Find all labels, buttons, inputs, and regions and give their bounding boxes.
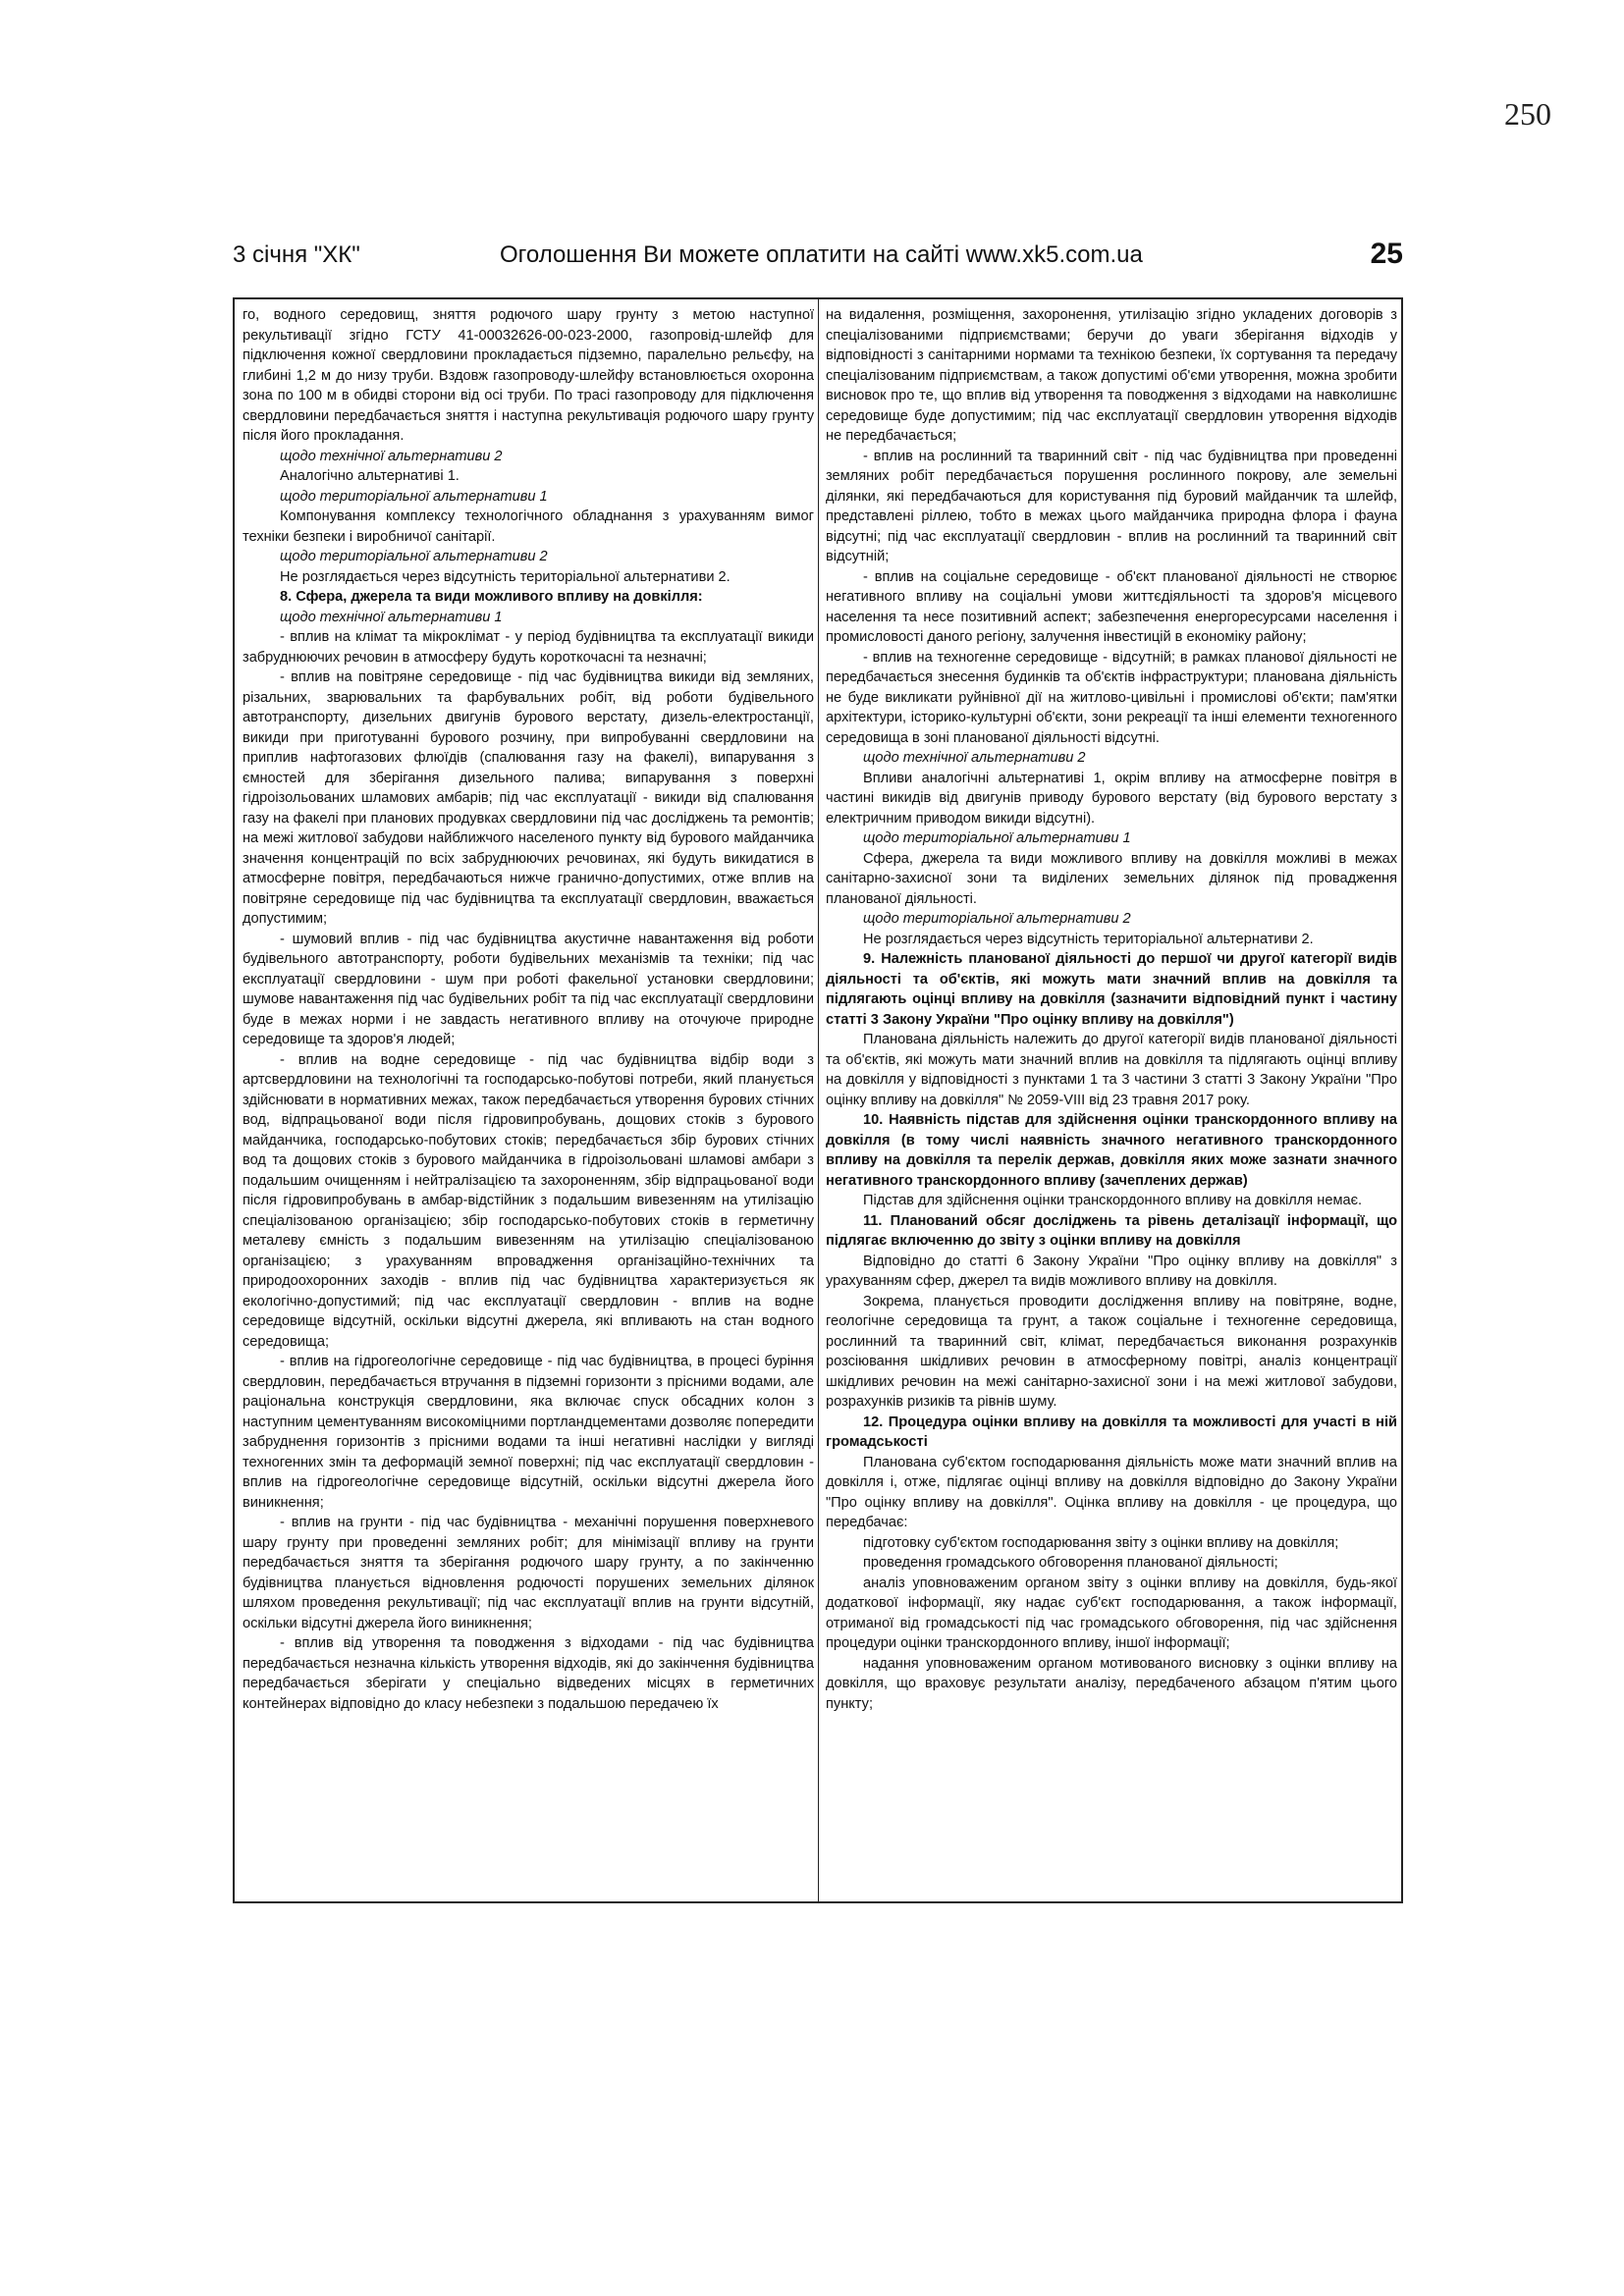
paragraph: щодо технічної альтернативи 2 bbox=[280, 448, 503, 464]
payment-notice: Оголошення Ви можете оплатити на сайті www.xk5.com.ua bbox=[500, 241, 1143, 268]
paragraph: Не розглядається через відсутність територіальної альтернативи 2. bbox=[863, 931, 1314, 947]
paragraph: Підстав для здійснення оцінки транскордонного впливу на довкілля немає. bbox=[863, 1193, 1363, 1208]
paragraph: надання уповноваженим органом мотивованого висновку з оцінки впливу на довкілля, що враховує результати аналізу, передбаченого абзацом п'ятим цього пункту; bbox=[826, 1655, 1397, 1712]
paragraph: аналіз уповноваженим органом звіту з оцінки впливу на довкілля, будь-якої додаткової інформації, яку надає суб'єкт господарювання, а також інформації, отриманої від громадськості під час громадського обговорення, під час здійснення процедури оцінки транскордонного впливу, іншої інформації; bbox=[826, 1575, 1397, 1651]
right-column bbox=[826, 305, 1397, 1714]
paragraph: Компонування комплексу технологічного обладнання з урахуванням вимог техніки безпеки і виробничої санітарії. bbox=[243, 508, 814, 545]
article-frame bbox=[233, 297, 1403, 1903]
paragraph: Відповідно до статті 6 Закону України "Про оцінку впливу на довкілля" з урахуванням сфер, джерел та видів можливого впливу на довкілля. bbox=[826, 1253, 1397, 1289]
paragraph: Планована суб'єктом господарювання діяльність може мати значний вплив на довкілля і, отже, підлягає оцінці впливу на довкілля відповідно до Закону України "Про оцінку впливу на довкілля". Оцінка впливу на довкілля - це процедура, що передбачає: bbox=[826, 1454, 1397, 1530]
paragraph: щодо технічної альтернативи 1 bbox=[280, 609, 503, 625]
paragraph: щодо територіальної альтернативи 2 bbox=[863, 911, 1131, 927]
newspaper-page-number: 25 bbox=[1370, 238, 1403, 270]
paragraph: го, водного середовищ, зняття родючого шару грунту з метою наступної рекультивації згідно ГСТУ 41-00032626-00-023-2000, газопровід-шлейф для підключення кожної свердловини прокладається підземно, паралельно рельєфу, на глибині 1,2 м до низу труби. Вздовж газопроводу-шлейфу встановлюється охоронна зона по 100 м в обидві сторони від осі труби. По трасі газопроводу для підключення свердловини передбачається зняття і наступна рекультивація родючого шару грунту після його прокладання. bbox=[243, 307, 814, 444]
paragraph: - вплив на техногенне середовище - відсутній; в рамках планової діяльності не передбачається знесення будинків та об'єктів інфраструктури; планована діяльність не буде викликати руйнівної дії на житлово-цивільні і промислові об'єкти; пам'ятки архітектури, історико-культурні об'єкти, зони рекреації та інші елементи техногенного середовища в зоні планованої діяльності відсутні. bbox=[826, 649, 1397, 746]
paragraph: - вплив від утворення та поводження з відходами - під час будівництва передбачається незначна кількість утворення відходів, які до закінчення будівництва передбачається зберігати у спеціально відведених місцях в герметичних контейнерах відповідно до класу небезпеки з подальшою передачею їх bbox=[243, 1635, 814, 1712]
paragraph: 11. Планований обсяг досліджень та рівень деталізації інформації, що підлягає включенню до звіту з оцінки впливу на довкілля bbox=[826, 1212, 1397, 1249]
paragraph: 10. Наявність підстав для здійснення оцінки транскордонного впливу на довкілля (в тому числі наявність значного негативного транскордонного впливу на довкілля та перелік держав, довкілля яких може зазнати значного негативного транскордонного впливу (зачеплених держав) bbox=[826, 1112, 1397, 1189]
paragraph: - вплив на водне середовище - під час будівництва відбір води з артсвердловини на технологічні та господарсько-побутові потреби, який планується здійснювати в нормативних межах, також передбачається утворення бурових стічних вод, відпрацьованої води після гідровипробувань, дощових стоків з бурового майданчика, господарсько-побутових стоків; передбачається збір бурових стічних вод та дощових стоків з бурового майданчика в гідроізольовані шламові амбари з подальшим очищенням і нейтралізацією та захороненням, збір відпрацьованої води після гідровипробувань в амбар-відстійник з подальшим вивезенням на утилізацію спеціалізованою організацією; збір господарсько-побутових стоків в герметичну металеву ємність з подальшим вивезенням на утилізацію спеціалізованою організацією; з урахуванням впровадження організаційно-технічних та природоохоронних заходів - вплив під час будівництва характеризується як екологічно-допустимий; під час експлуатації свердловин - вплив на водне середовище відсутній, оскільки відсутні джерела, які впливають на стан водного середовища; bbox=[243, 1051, 814, 1350]
paragraph: проведення громадського обговорення планованої діяльності; bbox=[863, 1555, 1278, 1571]
paragraph: Впливи аналогічні альтернативі 1, окрім впливу на атмосферне повітря в частині викидів від двигунів приводу бурового верстату (від бурового верстату з електричним приводом викиди відсутні). bbox=[826, 770, 1397, 827]
left-column bbox=[243, 305, 814, 1714]
paragraph: - шумовий вплив - під час будівництва акустичне навантаження від роботи будівельного автотранспорту, роботи будівельних механізмів та техніки; під час експлуатації свердловини - шум при роботі факельної установки свердловини; шумове навантаження під час будівельних робіт та під час експлуатації свердловини буде в межах норми і не завдасть негативного впливу на оточуюче природне середовище та здоров'я людей; bbox=[243, 931, 814, 1047]
paragraph: 9. Належність планованої діяльності до першої чи другої категорії видів діяльності та об'єктів, які можуть мати значний вплив на довкілля та підлягають оцінці впливу на довкілля (зазначити відповідний пункт і частину статті 3 Закону України "Про оцінку впливу на довкілля") bbox=[826, 951, 1397, 1028]
paragraph: - вплив на повітряне середовище - під час будівництва викиди від земляних, різальних, зварювальних та фарбувальних робіт, від роботи будівельного автотранспорту, дизельних двигунів бурового верстату, дизель-електростанції, викиди при приготуванні бурового розчину, при випробуванні свердловини на приплив нафтогазових флюїдів (спалювання газу на факелі), випарування з ємностей для зберігання дизельного палива; випарування з поверхні гідроізольованих шламових амбарів; під час експлуатації - викиди від спалювання газу на факелі при планових продувках свердловини під час досліджень та ремонтів; на межі житлової забудови найближчого населеного пункту від бурового майданчика значення концентрацій по всіх забруднюючих речовинах, які будуть викидатися в атмосферне повітря, передбачаються нижче гранично-допустимих, отже вплив на повітряне середовище під час будівництва та експлуатації свердловин, вважається допустимим; bbox=[243, 669, 814, 927]
paragraph: на видалення, розміщення, захоронення, утилізацію згідно укладених договорів з спеціалізованими підприємствами; беручи до уваги зберігання відходів у відповідності з санітарними нормами та технікою безпеки, їх сортування та передачу спеціалізованим підприємствам, а також допустимі об'єми утворення, можна зробити висновок про те, що вплив від утворення та поводження з відходами на навколишнє середовище буде допустимим; під час експлуатації свердловин утворення відходів не передбачається; bbox=[826, 307, 1397, 444]
paragraph: щодо територіальної альтернативи 2 bbox=[280, 549, 548, 564]
paragraph: - вплив на клімат та мікроклімат - у період будівництва та експлуатації викиди забруднюючих речовин в атмосферу будуть короткочасні та незначні; bbox=[243, 629, 814, 666]
paragraph: підготовку суб'єктом господарювання звіту з оцінки впливу на довкілля; bbox=[863, 1534, 1339, 1551]
paragraph: щодо територіальної альтернативи 1 bbox=[863, 830, 1131, 846]
column-divider bbox=[818, 299, 819, 1901]
paragraph: Сфера, джерела та види можливого впливу на довкілля можливі в межах санітарно-захисної зони та виділених земельних ділянок під провадження планованої діяльності. bbox=[826, 850, 1397, 907]
paragraph: - вплив на соціальне середовище - об'єкт планованої діяльності не створює негативного впливу на соціальні умови життєдіяльності та здоров'я місцевого населення та несе позитивний аспект; забезпечення енергоресурсами населення і промисловості даного регіону, залучення інвестицій в економіку району; bbox=[826, 568, 1397, 645]
page-number: 250 bbox=[1504, 96, 1551, 132]
paragraph: Аналогічно альтернативі 1. bbox=[280, 468, 460, 484]
paragraph: щодо територіальної альтернативи 1 bbox=[280, 488, 548, 505]
paragraph: 8. Сфера, джерела та види можливого впливу на довкілля: bbox=[280, 589, 703, 605]
paragraph: Не розглядається через відсутність територіальної альтернативи 2. bbox=[280, 568, 731, 585]
paragraph: - вплив на грунти - під час будівництва - механічні порушення поверхневого шару грунту при проведенні земляних робіт; для мінімізації впливу на грунти передбачається зняття та зберігання родючого шару грунту, а по закінченню будівництва планується відновлення родючості порушених земельних ділянок шляхом проведення рекультивації; під час експлуатації вплив на грунти відсутній, оскільки відсутні джерела його виникнення; bbox=[243, 1515, 814, 1631]
paragraph: 12. Процедура оцінки впливу на довкілля та можливості для участі в ній громадськості bbox=[826, 1414, 1397, 1450]
newspaper-header bbox=[233, 238, 1403, 279]
paragraph: - вплив на рослинний та тваринний світ - під час будівництва при проведенні земляних робіт передбачається порушення рослинного покрову, але земельні ділянки, які передбачаються для користування під буровий майданчик та шлейф, представлені ріллею, тобто в межах цього майданчика природна флора і фауна відсутні; під час експлуатації свердловин - вплив на рослинний та тваринний світ відсутній; bbox=[826, 448, 1397, 564]
paragraph: - вплив на гідрогеологічне середовище - під час будівництва, в процесі буріння свердловин, передбачається втручання в підземні горизонти з прісними водами, але раціональна конструкція свердловини, яка включає спуск обсадних колон з наступним цементуванням високоміцними портландцементами дозволяє попередити забруднення горизонтів з прісними водами та інші негативні наслідки у вигляді техногенних змін та деформацій земної поверхні; під час експлуатації свердловин - вплив на гідрогеологічне середовище відсутній, оскільки відсутні джерела його виникнення; bbox=[243, 1354, 814, 1511]
paragraph: щодо технічної альтернативи 2 bbox=[863, 750, 1086, 766]
paragraph: Зокрема, планується проводити дослідження впливу на повітряне, водне, геологічне середовища та грунт, а також соціальне і техногенне середовища, рослинний та тваринний світ, клімат, передбачається виконання розрахунків розсіювання шкідливих речовин в атмосферному повітрі, аналіз концентрації шкідливих речовин на межі санітарно-захисної зони і на межі житлової забудови, розрахунків ризиків та рівнів шуму. bbox=[826, 1293, 1397, 1410]
paragraph: Планована діяльність належить до другої категорії видів планованої діяльності та об'єктів, які можуть мати значний вплив на довкілля та підлягають оцінці впливу на довкілля у відповідності з пунктами 1 та 3 частини 3 статті 3 Закону України "Про оцінку впливу на довкілля" № 2059-VIII від 23 травня 2017 року. bbox=[826, 1032, 1397, 1108]
issue-date: 3 січня "ХК" bbox=[233, 241, 360, 268]
